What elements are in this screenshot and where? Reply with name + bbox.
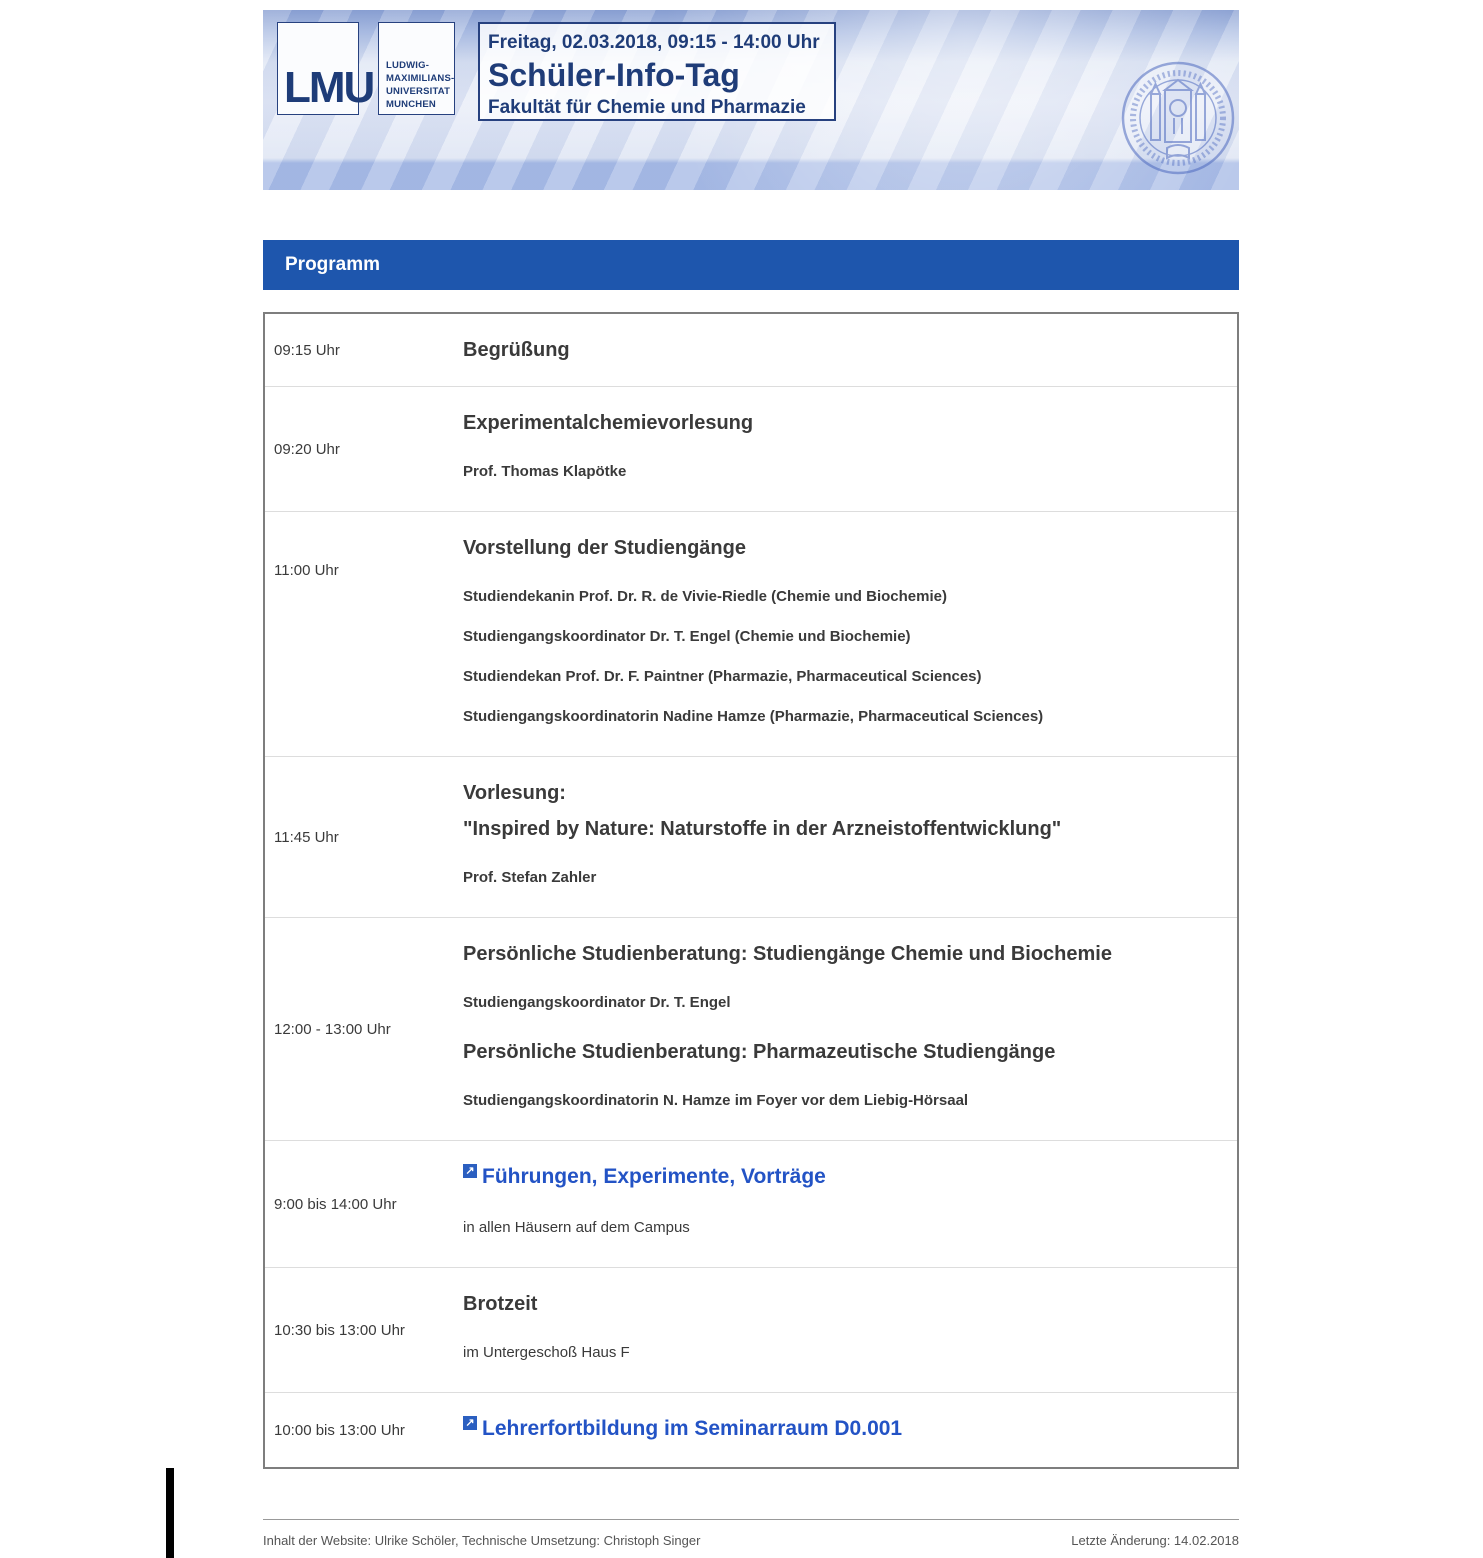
table-row: [264, 1268, 1238, 1393]
event-bold-text: Studiengangskoordinatorin Nadine Hamze (Pharmazie, Pharmaceutical Sciences): [463, 708, 1044, 725]
event-link[interactable]: Lehrerfortbildung im Seminarraum D0.001: [482, 1417, 903, 1440]
table-row: [264, 313, 1238, 387]
program-table: [263, 312, 1239, 1469]
event-title-text: Begrüßung: [463, 339, 570, 361]
black-edge-bar: [166, 1468, 174, 1558]
footer: [263, 1519, 1239, 1548]
table-row: [264, 512, 1238, 757]
time-cell: 10:00 bis 13:00 Uhr: [264, 1393, 463, 1469]
event-cell: [463, 1268, 1238, 1393]
event-regular-text: in allen Häusern auf dem Campus: [463, 1219, 690, 1236]
event-title-box: [478, 22, 836, 121]
event-link-line: [463, 1159, 1227, 1197]
footer-credits: Inhalt der Website: Ulrike Schöler, Technische Umsetzung: Christoph Singer: [263, 1533, 701, 1548]
event-title-text: Vorlesung: "Inspired by Nature: Naturstoffe in der Arzneistoffentwicklung": [463, 782, 1062, 840]
section-header-label: Programm: [285, 254, 381, 275]
event-title-text: Brotzeit: [463, 1293, 538, 1315]
event-title-text: Persönliche Studienberatung: Pharmazeutische Studiengänge: [463, 1041, 1056, 1063]
event-date: Freitag, 02.03.2018, 09:15 - 14:00 Uhr: [488, 32, 820, 53]
event-cell: [463, 757, 1238, 918]
table-row: [264, 1393, 1238, 1469]
lmu-logo-text: LMU: [284, 63, 374, 112]
lmu-logo[interactable]: [277, 22, 374, 115]
event-cell: [463, 1141, 1238, 1268]
time-cell: 10:30 bis 13:00 Uhr: [264, 1268, 463, 1393]
event-regular-text: im Untergeschoß Haus F: [463, 1344, 630, 1361]
event-bold-text: Prof. Thomas Klapötke: [463, 463, 627, 480]
event-title-text: Persönliche Studienberatung: Studiengänge Chemie und Biochemie: [463, 943, 1112, 965]
university-name-line: UNIVERSITAT: [386, 86, 451, 97]
header-banner: [263, 10, 1239, 190]
section-header: [263, 240, 1239, 290]
event-cell: [463, 313, 1238, 387]
event-bold-text: Prof. Stefan Zahler: [463, 869, 597, 886]
university-name-line: LUDWIG-: [386, 60, 430, 71]
footer-last-modified: Letzte Änderung: 14.02.2018: [1071, 1533, 1239, 1548]
event-cell: [463, 918, 1238, 1141]
external-link-icon: ↗: [463, 1164, 477, 1178]
time-cell: 12:00 - 13:00 Uhr: [264, 918, 463, 1141]
event-title-text: Experimentalchemievorlesung: [463, 412, 754, 434]
time-cell: 11:00 Uhr: [264, 512, 463, 757]
university-name[interactable]: [378, 22, 455, 115]
table-row: [264, 757, 1238, 918]
time-cell: 09:15 Uhr: [274, 341, 340, 359]
event-cell: [463, 1393, 1238, 1469]
event-bold-text: Studiengangskoordinator Dr. T. Engel: [463, 994, 731, 1011]
table-row: [264, 387, 1238, 512]
event-title-text: Vorstellung der Studiengänge: [463, 537, 746, 559]
university-seal-icon: [1119, 46, 1237, 190]
event-bold-text: Studiengangskoordinator Dr. T. Engel (Chemie und Biochemie): [463, 628, 911, 645]
time-cell: 11:45 Uhr: [264, 757, 463, 918]
event-bold-text: Studiendekanin Prof. Dr. R. de Vivie-Riedle (Chemie und Biochemie): [463, 588, 947, 605]
event-link-line: [463, 1411, 1227, 1449]
event-cell: [463, 387, 1238, 512]
external-link-icon: ↗: [463, 1416, 477, 1430]
university-name-line: MAXIMILIANS-: [386, 73, 455, 84]
event-bold-text: Studiendekan Prof. Dr. F. Paintner (Pharmazie, Pharmaceutical Sciences): [463, 668, 982, 685]
event-bold-text: Studiengangskoordinatorin N. Hamze im Foyer vor dem Liebig-Hörsaal: [463, 1092, 969, 1109]
event-link[interactable]: Führungen, Experimente, Vorträge: [482, 1165, 826, 1188]
page-content: [263, 0, 1239, 1548]
time-cell: 09:20 Uhr: [264, 387, 463, 512]
table-row: [264, 918, 1238, 1141]
event-cell: [463, 512, 1238, 757]
university-name-line: MUNCHEN: [386, 99, 436, 110]
page-title: Schüler-Info-Tag: [488, 57, 740, 93]
table-row: [264, 1141, 1238, 1268]
time-cell: 9:00 bis 14:00 Uhr: [264, 1141, 463, 1268]
event-subtitle: Fakultät für Chemie und Pharmazie: [488, 97, 806, 118]
